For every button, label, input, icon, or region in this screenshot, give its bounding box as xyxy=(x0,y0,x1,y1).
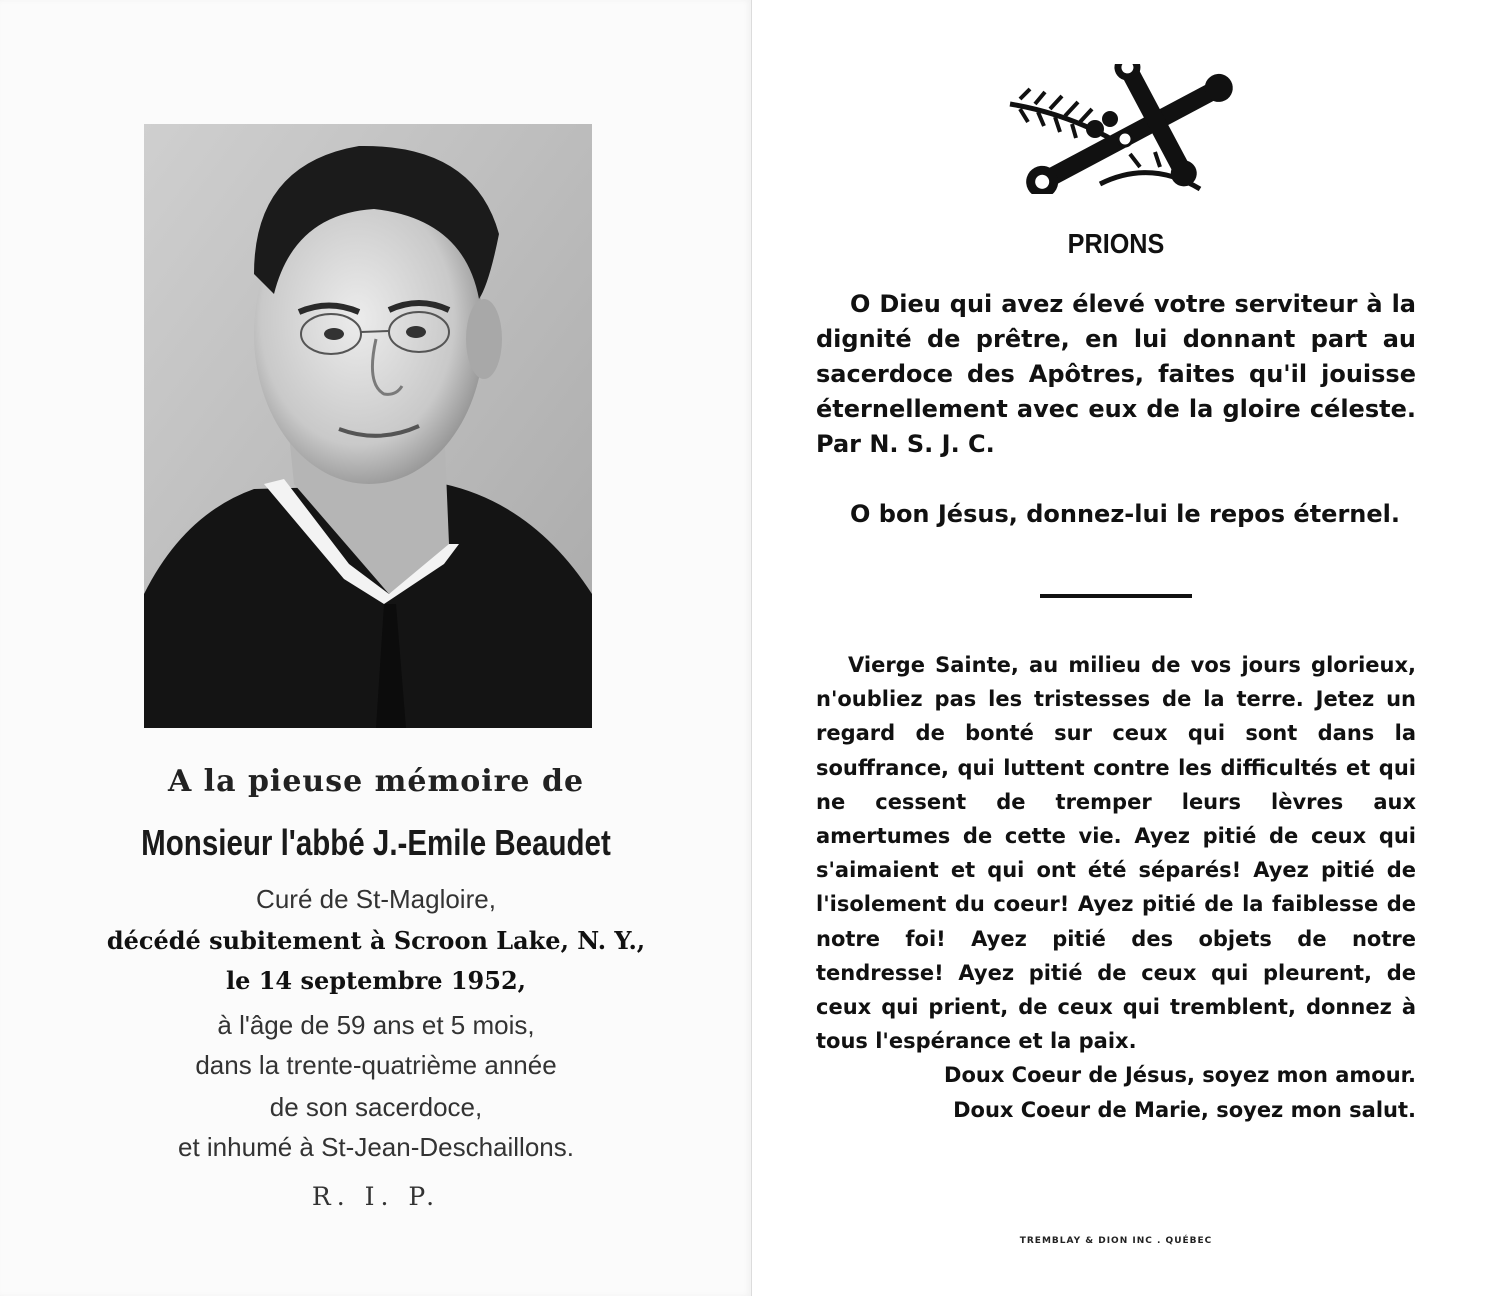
invocation-sacred-heart: Doux Coeur de Jésus, soyez mon amour. xyxy=(944,1063,1416,1088)
printer-imprint: TREMBLAY & DION INC . QUÉBEC xyxy=(1019,1236,1213,1246)
memorial-line-priesthood-year: dans la trente-quatrième année xyxy=(195,1050,557,1080)
memorial-line-age: à l'âge de 59 ans et 5 mois, xyxy=(217,1010,535,1040)
rip-text: R. I. P. xyxy=(311,1182,441,1211)
prayer-title: PRIONS xyxy=(1067,228,1165,259)
prayer-for-priest-text: O Dieu qui avez élevé votre serviteur à la dignité de prêtre, en lui donnant part au sacerdoce des Apôtres, faites qu'il jouisse éternellement avec eux de la gloire céleste. Par N. S. J. C. xyxy=(816,290,1416,458)
portrait-illustration xyxy=(144,124,592,728)
prayer-for-priest xyxy=(816,287,1416,462)
memorial-line-death-place: décédé subitement à Scroon Lake, N. Y., xyxy=(106,926,646,955)
priest-portrait-photo xyxy=(144,124,592,728)
prayer-for-rest-text: O bon Jésus, donnez-lui le repos éternel. xyxy=(850,500,1400,528)
deceased-name: Monsieur l'abbé J.-Emile Beaudet xyxy=(141,822,611,863)
memorial-card-back xyxy=(760,0,1500,1296)
invocation-immaculate-heart: Doux Coeur de Marie, soyez mon salut. xyxy=(953,1097,1416,1122)
memorial-line-parish: Curé de St-Magloire, xyxy=(256,884,496,914)
memorial-line-priesthood: de son sacerdoce, xyxy=(269,1092,483,1122)
memorial-line-burial: et inhumé à St-Jean-Deschaillons. xyxy=(178,1132,574,1162)
section-divider xyxy=(1040,594,1192,598)
cross-and-palms-emblem-icon xyxy=(1000,64,1240,194)
dedication-heading: A la pieuse mémoire de xyxy=(167,764,585,799)
memorial-line-death-date: le 14 septembre 1952, xyxy=(225,966,526,995)
prayer-for-rest xyxy=(816,497,1416,532)
prayer-to-virgin-text: Vierge Sainte, au milieu de vos jours glorieux, n'oubliez pas les tristesses de la terre. Jetez un regard de bonté sur ceux qui sont dans la souffrance, qui luttent contre les difficultés et qui ne cessent de tremper leurs lèvres aux amertumes de cette vie. Ayez pitié de ceux qui s'aimaient et qui ont été séparés! Ayez pitié de l'isolement du coeur! Ayez pitié de la faiblesse de notre foi! Ayez pitié des objets de notre tendresse! Ayez pitié de ceux qui pleurent, de ceux qui prient, de ceux qui tremblent, donnez à tous l'espérance et la paix. xyxy=(816,653,1416,1054)
prayer-to-virgin xyxy=(816,648,1416,1127)
